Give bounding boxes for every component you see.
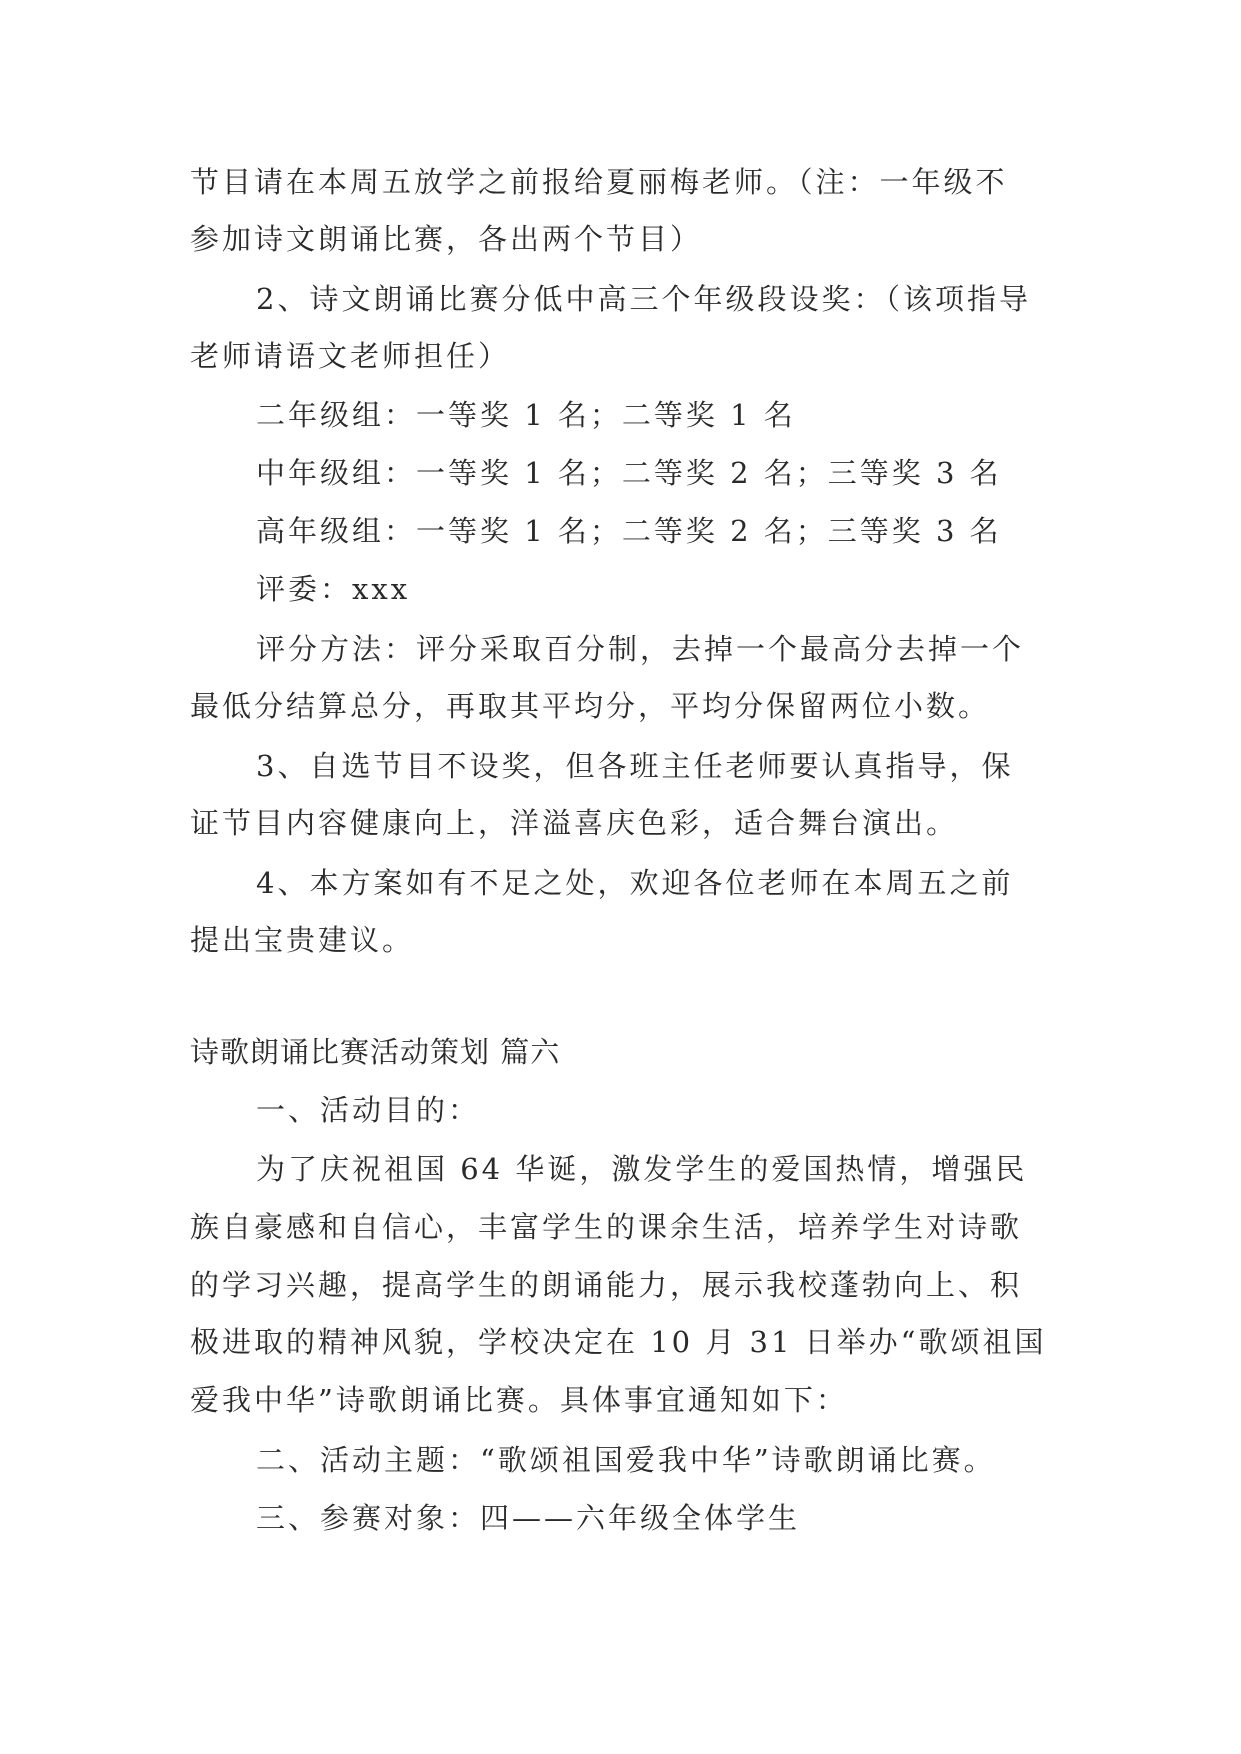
text-line: 2、诗文朗诵比赛分低中高三个年级段设奖：（该项指导 [256,282,1031,316]
text-line: 3、自选节目不设奖，但各班主任老师要认真指导，保 [256,749,1014,783]
text-line: 参加诗文朗诵比赛，各出两个节目） [190,222,703,256]
text-line: 二年级组：一等奖 1 名；二等奖 1 名 [256,398,796,432]
text-line: 评委：xxx [256,572,411,606]
text-line: 一、活动目的： [256,1093,481,1127]
text-line: 评分方法：评分采取百分制，去掉一个最高分去掉一个 [256,632,1025,666]
text-line: 二、活动主题：“歌颂祖国爱我中华”诗歌朗诵比赛。 [256,1443,996,1477]
text-line: 4、本方案如有不足之处，欢迎各位老师在本周五之前 [256,866,1014,900]
text-line: 中年级组：一等奖 1 名；二等奖 2 名；三等奖 3 名 [256,456,1002,490]
text-line: 族自豪感和自信心，丰富学生的课余生活，培养学生对诗歌 [190,1210,1023,1244]
text-line: 极进取的精神风貌，学校决定在 10 月 31 日举办“歌颂祖国 [190,1325,1047,1359]
text-line: 的学习兴趣，提高学生的朗诵能力，展示我校蓬勃向上、积 [190,1268,1023,1302]
text-line: 提出宝贵建议。 [190,923,415,957]
text-line: 为了庆祝祖国 64 华诞，激发学生的爱国热情，增强民 [256,1152,1028,1186]
text-line: 最低分结算总分，再取其平均分，平均分保留两位小数。 [190,689,991,723]
text-line: 证节目内容健康向上，洋溢喜庆色彩，适合舞台演出。 [190,806,959,840]
text-line: 节目请在本周五放学之前报给夏丽梅老师。（注：一年级不 [190,165,1008,199]
text-line: 爱我中华”诗歌朗诵比赛。具体事宜通知如下： [190,1383,848,1417]
text-line: 三、参赛对象：四——六年级全体学生 [256,1501,801,1535]
text-line: 高年级组：一等奖 1 名；二等奖 2 名；三等奖 3 名 [256,514,1002,548]
text-line: 老师请语文老师担任） [190,339,511,373]
section-heading: 诗歌朗诵比赛活动策划 篇六 [190,1035,561,1069]
